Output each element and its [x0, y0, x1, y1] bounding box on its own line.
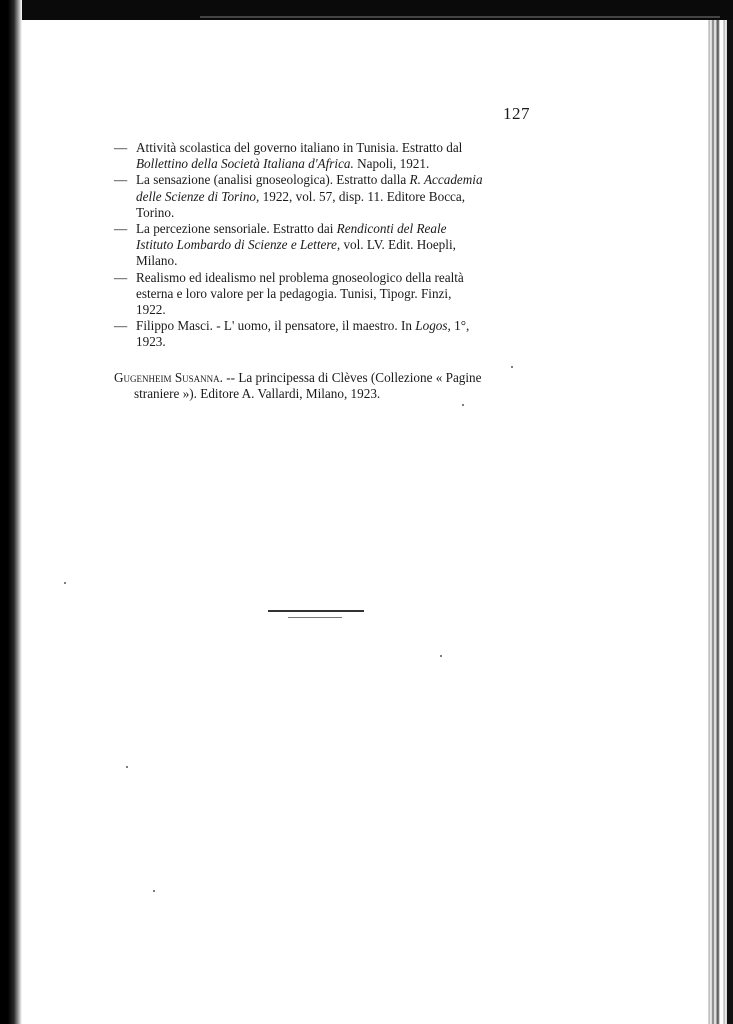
bibliography-entries: [114, 140, 540, 351]
entry-line: [136, 270, 540, 286]
entry-text: Realismo ed idealismo nel problema gnoseologico della realtà: [136, 269, 464, 285]
entry-dash: —: [114, 172, 128, 188]
scan-speck: [64, 582, 66, 584]
scan-speck: [126, 766, 128, 768]
scan-left-border: [0, 0, 22, 1024]
entry-text: Milano.: [136, 253, 178, 269]
entry-line: [136, 318, 540, 334]
entry-text: La percezione sensoriale. Estratto dai: [136, 221, 337, 237]
entry-text: esterna e loro valore per la pedagogia. Tunisi, Tipogr. Finzi,: [136, 285, 452, 301]
author-entry-text-2: straniere »). Editore A. Vallardi, Milano, 1923.: [134, 385, 381, 401]
entry-text: 1922.: [136, 302, 166, 318]
entry-line: [136, 140, 540, 156]
entry-gap: [114, 351, 540, 370]
entry-title-text: Istituto Lombardo di Scienze e Lettere,: [136, 237, 341, 253]
entry-dash: —: [114, 140, 128, 155]
bibliography-entry: [114, 270, 540, 319]
entry-title-text: R. Accademia: [409, 172, 483, 188]
entry-text: vol. LV. Edit. Hoepli,: [340, 237, 456, 253]
scan-top-rule: [200, 16, 720, 18]
author-name: Gugenheim Susanna.: [114, 369, 223, 385]
bibliography-entry: [114, 318, 540, 350]
entry-title-text: Logos,: [415, 318, 451, 334]
entry-line: [136, 221, 540, 237]
entry-text: Filippo Masci. - L' uomo, il pensatore, il maestro. In: [136, 318, 416, 334]
bibliography-entry: [114, 221, 540, 270]
entry-text: 1°,: [450, 318, 470, 334]
entry-text: Torino.: [136, 204, 175, 220]
separator-rule: [268, 610, 364, 612]
entry-line: [136, 189, 540, 205]
entry-text: 1922, vol. 57, disp. 11. Editore Bocca,: [259, 188, 466, 204]
entry-line: [136, 334, 540, 350]
entry-title-text: delle Scienze di Torino,: [136, 188, 260, 204]
entry-text: Attività scolastica del governo italiano in Tunisia. Estratto dal: [136, 140, 463, 155]
scan-speck: [511, 366, 513, 368]
entry-title-text: Rendiconti del Reale: [336, 221, 447, 237]
entry-text: La sensazione (analisi gnoseologica). Estratto dalla: [136, 172, 410, 188]
entry-line: [136, 156, 540, 172]
entry-text: 1923.: [136, 334, 166, 350]
entry-text: Napoli, 1921.: [353, 156, 430, 172]
entry-dash: —: [114, 221, 128, 237]
entry-line: [136, 286, 540, 302]
bibliography-entry: [114, 172, 540, 221]
scan-speck: [440, 655, 442, 657]
page-number: 127: [503, 104, 530, 123]
entry-line: [136, 205, 540, 221]
entry-line: [136, 237, 540, 253]
scan-right-edge: [727, 20, 733, 1024]
entry-line: [136, 302, 540, 318]
entry-dash: —: [114, 269, 128, 285]
scan-speck: [462, 404, 464, 406]
entry-line: [136, 253, 540, 269]
bibliography: [114, 140, 540, 402]
scan-speck: [153, 890, 155, 892]
author-entry: [114, 370, 540, 402]
separator-rule-short: [288, 617, 342, 618]
entry-dash: —: [114, 318, 128, 334]
entry-line: [136, 172, 540, 188]
entry-title-text: Bollettino della Società Italiana d'Africa.: [136, 156, 354, 172]
author-entry-text-1: -- La principessa di Clèves (Collezione « Pagine: [222, 369, 482, 385]
bibliography-entry: [114, 140, 540, 172]
